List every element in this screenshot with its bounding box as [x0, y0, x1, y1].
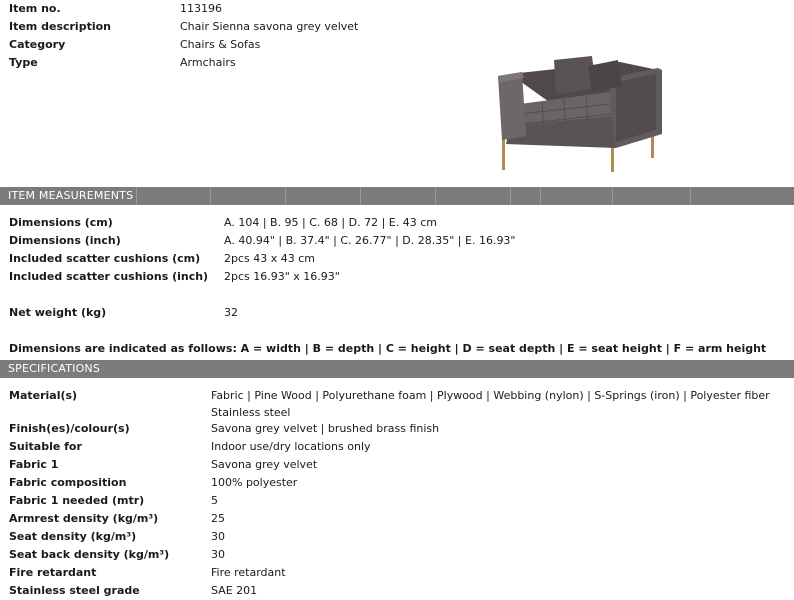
- measurement-label: Included scatter cushions (inch): [9, 270, 209, 283]
- measurement-value: 2pcs 43 x 43 cm: [224, 252, 316, 265]
- chair-leg: [611, 144, 614, 172]
- spec-label: Fabric 1 needed (mtr): [9, 494, 145, 507]
- spec-value: Fire retardant: [211, 566, 286, 579]
- spec-value: 5: [211, 494, 218, 507]
- section-title: ITEM MEASUREMENTS: [8, 189, 134, 202]
- section-bar-measurements: [0, 187, 794, 205]
- spec-value: Savona grey velvet | brushed brass finish: [211, 422, 440, 435]
- measurement-label: Dimensions (cm): [9, 216, 113, 229]
- spec-label: Fabric 1: [9, 458, 59, 471]
- measurement-label: Included scatter cushions (cm): [9, 252, 201, 265]
- measurement-label: Dimensions (inch): [9, 234, 121, 247]
- spec-value: 100% polyester: [211, 476, 298, 489]
- header-label: Type: [9, 56, 38, 69]
- net-weight-value: 32: [224, 306, 238, 319]
- spec-label: Material(s): [9, 389, 78, 402]
- net-weight-label: Net weight (kg): [9, 306, 107, 319]
- spec-value: 30: [211, 548, 225, 561]
- spec-value: 25: [211, 512, 225, 525]
- header-label: Category: [9, 38, 66, 51]
- section-bar-specifications: [0, 360, 794, 378]
- spec-label: Seat density (kg/m³): [9, 530, 137, 543]
- measurement-value: A. 40.94" | B. 37.4" | C. 26.77" | D. 28.35" | E. 16.93": [224, 234, 516, 247]
- spec-label: Stainless steel grade: [9, 584, 140, 597]
- header-label: Item no.: [9, 2, 61, 15]
- spec-label: Finish(es)/colour(s): [9, 422, 130, 435]
- spec-value: SAE 201: [211, 584, 258, 597]
- armchair-image: [492, 52, 664, 174]
- header-value: Chair Sienna savona grey velvet: [180, 20, 359, 33]
- spec-label: Fabric composition: [9, 476, 127, 489]
- section-title: SPECIFICATIONS: [8, 362, 101, 375]
- spec-value: Stainless steel: [211, 406, 291, 419]
- spec-label: Armrest density (kg/m³): [9, 512, 159, 525]
- spec-label: Fire retardant: [9, 566, 97, 579]
- header-value: Chairs & Sofas: [180, 38, 261, 51]
- chair-left-arm: [498, 72, 526, 140]
- spec-label: Seat back density (kg/m³): [9, 548, 170, 561]
- header-label: Item description: [9, 20, 111, 33]
- header-value: 113196: [180, 2, 222, 15]
- spec-value: Indoor use/dry locations only: [211, 440, 371, 453]
- measurement-value: 2pcs 16.93" x 16.93": [224, 270, 340, 283]
- header-value: Armchairs: [180, 56, 236, 69]
- spec-value: Savona grey velvet: [211, 458, 318, 471]
- spec-value: 30: [211, 530, 225, 543]
- spec-label: Suitable for: [9, 440, 82, 453]
- dimensions-note: Dimensions are indicated as follows: A = width | B = depth | C = height | D = seat depth | E = seat height | F = arm height: [9, 342, 767, 355]
- spec-value: Fabric | Pine Wood | Polyurethane foam | Plywood | Webbing (nylon) | S-Springs (iron) | Polyester fiber: [211, 389, 770, 402]
- measurement-value: A. 104 | B. 95 | C. 68 | D. 72 | E. 43 cm: [224, 216, 437, 229]
